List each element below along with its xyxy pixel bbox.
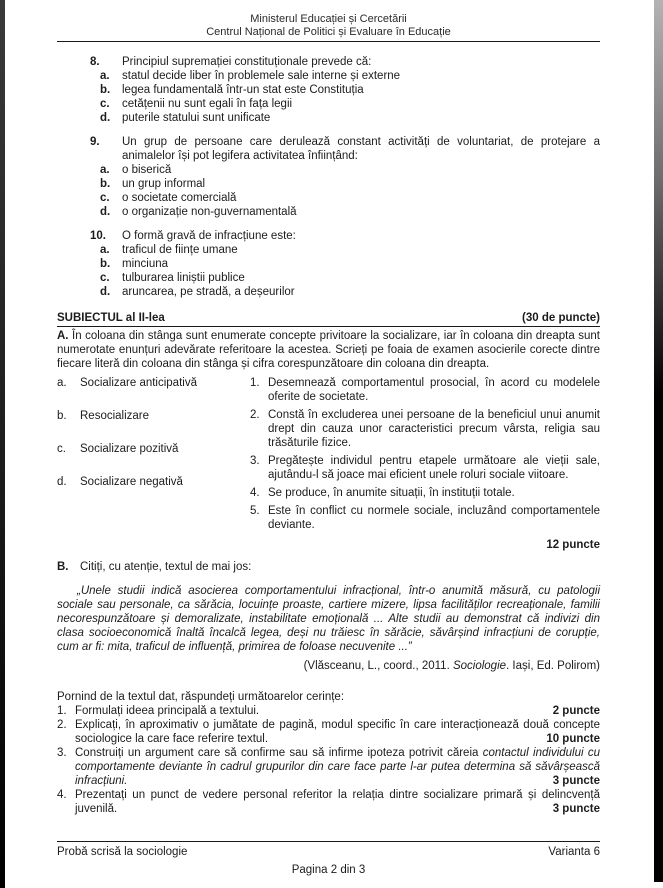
requirement-body: Construiți un argument care să confirme sau să infirme ipoteza potrivit căreia [75,747,483,759]
matching-exercise [57,376,600,536]
part-b-label: B. [57,561,69,573]
statement-4 [250,486,600,500]
requirement-number: 3. [57,747,67,759]
subject-2-heading [57,311,600,327]
citation-pre: (Vlăsceanu, L., coord., 2011. [303,660,453,672]
requirement-1 [57,704,600,718]
quoted-text: „Unele studii indică asocierea comportamentului infracțional, într-o anumită măsură, cu patologii sociale sau personale, ca sărăcia, locuințe proaste, cartiere mizere, lipsa facilităților recreaționale, familii necorespunzătoare și demoralizate, instabilitate emoțională ... Alte studii au demonstrat că indivizi din clasa socioeconomică înaltă încalcă legea, deși nu trăiesc în sărăcie, săvârșind infracțiuni de corupție, cum ar fi: mita, traficul de influență, primirea de foloase necuvenite ...” [57,585,600,653]
requirement-body: Prezentați un punct de vedere personal referitor la relația dintre socializare primară și delincvență juvenilă. [75,789,600,815]
option-8b [100,83,600,97]
concept-text: Socializare negativă [80,476,183,488]
question-number: 8. [90,56,100,68]
concept-c [57,442,250,456]
requirement-text [75,746,600,788]
concept-a [57,376,250,390]
document-header [57,0,600,39]
option-text: o organizație non-guvernamentală [122,206,297,218]
requirement-points: 10 puncte [546,733,600,745]
option-letter: a. [100,70,110,82]
citation-post: . Iași, Ed. Polirom) [506,660,600,672]
option-letter: b. [100,178,111,190]
option-text: aruncarea, pe stradă, a deșeurilor [122,286,295,298]
option-text: o societate comercială [122,192,237,204]
question-text: O formă gravă de infracțiune este: [122,230,296,242]
question-10 [57,229,600,299]
option-letter: d. [100,286,111,298]
statement-number: 4. [250,487,260,499]
part-a-label: A. [57,330,69,342]
requirement-hypothesis: contactul individului cu comportamente deviante în cadrul grupurilor din care face parte l-ar putea determina să săvârșească infracțiuni. [75,747,600,787]
footer-variant: Varianta 6 [548,846,600,858]
part-b-heading [57,560,600,574]
option-letter: c. [100,192,110,204]
statement-number: 5. [250,505,260,517]
question-number: 9. [90,136,100,148]
requirement-points: 2 puncte [552,705,600,717]
requirement-points: 3 puncte [552,775,600,787]
subject-2-points: (30 de puncte) [522,312,600,324]
requirement-number: 2. [57,719,67,731]
citation-book-title: Sociologie [452,660,507,672]
statement-1 [250,376,600,404]
question-text: Un grup de persoane care derulează constant activități de voluntariat, de protejare a animalelor își pot legifera activitatea înființând: [122,136,600,162]
option-10d [100,285,600,299]
requirements-prompt: Pornind de la textul dat, răspundeți următoarelor cerințe: [57,691,345,703]
question-8 [57,55,600,125]
option-letter: d. [100,206,111,218]
part-b-intro: Citiți, cu atenție, textul de mai jos: [80,561,252,573]
option-9c [100,191,600,205]
page-content [57,0,600,816]
option-letter: d. [100,112,111,124]
concept-text: Socializare pozitivă [80,443,179,455]
option-letter: a. [100,164,110,176]
option-letter: b. [100,258,111,270]
statement-number: 1. [250,377,260,389]
footer-exam-name: Probă scrisă la sociologie [57,846,188,858]
page-footer [57,841,600,877]
option-8d [100,111,600,125]
scan-edge-left [0,0,5,888]
option-text: un grup informal [122,178,206,190]
option-text: cetățenii nu sunt egali în fața legii [122,98,293,110]
statement-2 [250,408,600,450]
statement-text: Constă în excluderea unei persoane de la beneficiul unui anumit drept din cauza unor caracteristici precum vârsta, religia sau trăsăturile fizice. [268,409,600,449]
scan-edge-right [654,0,663,882]
concept-b [57,409,250,423]
statement-text: Pregătește individul pentru etapele următoare ale vieții sale, ajutându-l să joace mai eficient unele roluri sociale viitoare. [268,455,600,481]
concept-text: Socializare anticipativă [80,377,197,389]
question-10-stem [90,229,600,243]
requirement-number: 1. [57,705,67,717]
part-a-intro [57,329,600,371]
option-9a [100,163,600,177]
option-text: o biserică [122,164,172,176]
requirement-text [75,788,600,816]
option-text: minciuna [122,258,169,270]
option-letter: c. [100,98,110,110]
statement-3 [250,454,600,482]
statement-number: 2. [250,409,260,421]
requirement-text [75,718,600,746]
concept-text: Resocializare [80,410,150,422]
option-text: legea fundamentală într-un stat este Constituția [122,84,364,96]
requirement-2 [57,718,600,746]
requirement-text [75,704,600,718]
requirement-4 [57,788,600,816]
option-10a [100,243,600,257]
requirement-3 [57,746,600,788]
concept-letter: b. [57,410,67,422]
part-a-points: 12 puncte [546,539,600,551]
option-text: traficul de ființe umane [122,244,238,256]
option-9d [100,205,600,219]
matching-left-column [57,376,250,536]
option-10c [100,271,600,285]
concept-d [57,475,250,489]
question-9 [57,135,600,219]
concept-letter: d. [57,476,67,488]
option-letter: c. [100,272,110,284]
option-letter: b. [100,84,111,96]
option-text: tulburarea liniștii publice [122,272,245,284]
footer-row [57,842,600,859]
requirement-points: 3 puncte [552,803,600,815]
option-text: puterile statului sunt unificate [122,112,271,124]
part-a-intro-text: În coloana din stânga sunt enumerate concepte privitoare la socializare, iar în coloana din dreapta sunt numerotate enunțuri adevărate referitoare la acestea. Scrieți pe foaia de examen asocierile corecte dintre fiecare literă din coloana din stânga și cifra corespunzătoare din coloana din dreapta. [57,330,600,370]
requirement-body: Explicați, în aproximativ o jumătate de pagină, modul specific în care interacționează două concepte sociologice la care face referire textul. [75,719,600,745]
requirement-body: Formulați ideea principală a textului. [75,705,260,717]
statement-number: 3. [250,455,260,467]
option-text: statul decide liber în problemele sale interne și externe [122,70,401,82]
footer-page-number: Pagina 2 din 3 [291,864,366,876]
statement-text: Se produce, în anumite situații, în instituții totale. [268,487,515,499]
statement-text: Este în conflict cu normele sociale, incluzând comportamentele deviante. [268,505,600,531]
statement-text: Desemnează comportamentul prosocial, în acord cu modelele oferite de societate. [268,377,600,403]
option-8c [100,97,600,111]
question-number: 10. [90,230,106,242]
citation [57,659,600,673]
option-8a [100,69,600,83]
option-letter: a. [100,244,110,256]
question-8-stem [90,55,600,69]
matching-right-column [250,376,600,536]
center-name: Centrul Național de Politici și Evaluare în Educație [206,26,451,38]
concept-letter: c. [57,443,66,455]
multiple-choice-questions [57,42,600,299]
option-9b [100,177,600,191]
concept-letter: a. [57,377,67,389]
question-text: Principiul supremației constituționale prevede că: [122,56,372,68]
ministry-name: Ministerul Educației și Cercetării [250,13,407,25]
subject-2-title: SUBIECTUL al II-lea [57,312,165,324]
requirement-number: 4. [57,789,67,801]
option-10b [100,257,600,271]
question-9-stem [90,135,600,163]
statement-5 [250,504,600,532]
